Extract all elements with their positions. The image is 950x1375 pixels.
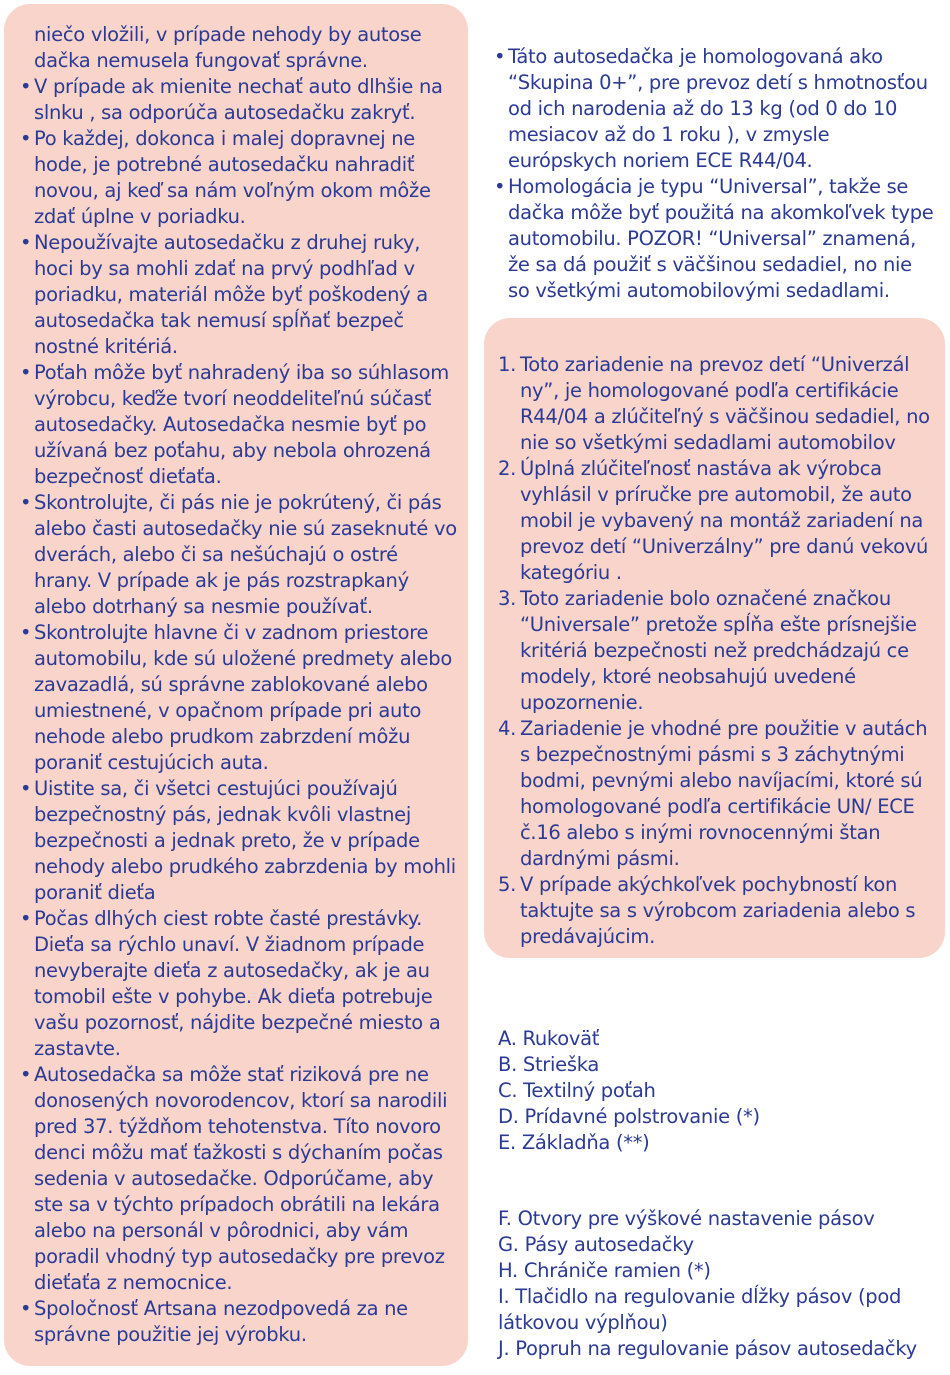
notice-item: [498, 352, 935, 456]
part-label: B. Strieška: [498, 1053, 599, 1076]
warning-item: • Skontrolujte, či pás nie je pokrútený, či pás alebo časti autosedačky nie sú zaseknuté vo dverách, alebo či sa nešúchajú o ostré hrany. V prípade ak je pás rozstrapkaný alebo dotrhaný sa nesmie používať.: [20, 490, 458, 620]
notice-text: V prípade akýchkoľvek pochybností kon taktujte sa s výrobcom zariadenia alebo s predávajúcim.: [520, 873, 916, 948]
warning-item: • Autosedačka sa môže stať riziková pre ne donosených novorodencov, ktorí sa narodili pred 37. týždňom tehotenstva. Títo novoro denci môžu mať ťažkosti s dýchaním počas sedenia v autosedačke. Odporúčame, aby ste sa v týchto prípadoch obrátili na lekára alebo na personál v pôrodnici, aby vám poradil vhodný typ autosedačky pre prevoz dieťaťa z nemocnice.: [20, 1062, 458, 1296]
part-label: D. Prídavné polstrovanie (*): [498, 1105, 760, 1128]
warning-item: • Poťah môže byť nahradený iba so súhlasom výrobcu, keďže tvorí neoddeliteľnú súčasť autosedačky. Autosedačka nesmie byť po užívaná bez poťahu, aby nebola ohrozená bezpečnosť dieťaťa.: [20, 360, 458, 490]
homologation-item: • Homologácia je typu “Universal”, takže se dačka môže byť použitá na akomkoľvek type automobilu. POZOR! “Universal” znamená, že sa dá použiť s väčšinou sedadiel, no nie so všetkými automobilovými sedadlami.: [494, 174, 939, 304]
part-label: I. Tlačidlo na regulovanie dĺžky pásov (pod látkovou výplňou): [498, 1285, 902, 1334]
notice-text: Toto zariadenie na prevoz detí “Univerzál ny”, je homologované podľa certifikácie R44/04 a zlúčiteľný s väčšinou sedadiel, no nie so všetkými sedadlami automobilov: [520, 353, 930, 454]
notice-item: [498, 872, 935, 950]
notice-text: Úplná zlúčiteľnosť nastáva ak výrobca vyhlásil v príručke pre automobil, že auto mobil je vybavený na montáž zariadení na prevoz detí “Univerzálny” pre danú vekovú kategóriu .: [520, 457, 929, 584]
part-label: A. Rukoväť: [498, 1027, 600, 1050]
notice-text: Zariadenie je vhodné pre použitie v autách s bezpečnostnými pásmi s 3 záchytnými bodmi, pevnými alebo navíjacími, ktoré sú homologované podľa certifikácie UN/ ECE č.16 alebo s inými rovnocennými štan dardnými pásmi.: [520, 717, 928, 870]
warning-item: • V prípade ak mienite nechať auto dlhšie na slnku , sa odporúča autosedačku zakryť.: [20, 74, 458, 126]
notice-number: 1.: [498, 353, 517, 376]
part-label: E. Základňa (**): [498, 1131, 650, 1154]
warning-item: • Po každej, dokonca i malej dopravnej ne hode, je potrebné autosedačku nahradiť novou, aj keď sa nám voľným okom môže zdať úplne v poriadku.: [20, 126, 458, 230]
notice-item: [498, 456, 935, 586]
part-label: J. Popruh na regulovanie pásov autosedačky: [498, 1337, 917, 1360]
notice-list: [498, 352, 935, 950]
warning-item: • Počas dlhých ciest robte časté prestávky. Dieťa sa rýchlo unaví. V žiadnom prípade nevyberajte dieťa z autosedačky, ak je au tomobil ešte v pohybe. Ak dieťa potrebuje vašu pozornosť, nájdite bezpečné miesto a zastavte.: [20, 906, 458, 1062]
notice-number: 2.: [498, 457, 517, 480]
part-label: G. Pásy autosedačky: [498, 1233, 694, 1256]
part-label: F. Otvory pre výškové nastavenie pásov: [498, 1207, 875, 1230]
homologation-list: [494, 44, 939, 304]
notice-item: [498, 716, 935, 872]
warnings-list: [20, 74, 458, 1348]
part-label: C. Textilný poťah: [498, 1079, 656, 1102]
warning-item: • Spoločnosť Artsana nezodpovedá za ne správne použitie jej výrobku.: [20, 1296, 458, 1348]
homologation-item: • Táto autosedačka je homologovaná ako “Skupina 0+”, pre prevoz detí s hmotnosťou od ich narodenia až do 13 kg (od 0 do 10 mesiacov až do 1 roku ), v zmysle európskych noriem ECE R44/04.: [494, 44, 939, 174]
left-warnings-panel: [4, 4, 468, 1366]
continuation-text: niečo vložili, v prípade nehody by autose dačka nemusela fungovať správne.: [34, 23, 422, 72]
universal-notice-panel: [484, 318, 945, 958]
part-label: H. Chrániče ramien (*): [498, 1259, 711, 1282]
notice-text: Toto zariadenie bolo označené značkou “Universale” pretože spĺňa ešte prísnejšie kritériá bezpečnosti než predchádzajú ce modely, ktoré neobsahujú uvedené upozornenie.: [520, 587, 917, 714]
notice-number: 4.: [498, 717, 517, 740]
warning-item: • Nepoužívajte autosedačku z druhej ruky, hoci by sa mohli zdať na prvý podhľad v poriadku, materiál môže byť poškodený a autosedačka tak nemusí spĺňať bezpeč nostné kritériá.: [20, 230, 458, 360]
parts-list-f-j: [498, 1206, 943, 1362]
notice-item: [498, 586, 935, 716]
parts-list-a-e: [498, 1026, 943, 1156]
notice-number: 3.: [498, 587, 517, 610]
warning-item: • Uistite sa, či všetci cestujúci používajú bezpečnostný pás, jednak kvôli vlastnej bezpečnosti a jednak preto, že v prípade nehody alebo prudkého zabrzdenia by mohli poraniť dieťa: [20, 776, 458, 906]
homologation-section: [494, 44, 939, 304]
warning-item: • Skontrolujte hlavne či v zadnom priestore automobilu, kde sú uložené predmety alebo zavazadlá, sú správne zablokované alebo umiestnené, v opačnom prípade pri auto nehode alebo prudkom zabrzdení môžu poraniť cestujúcich auta.: [20, 620, 458, 776]
notice-number: 5.: [498, 873, 517, 896]
